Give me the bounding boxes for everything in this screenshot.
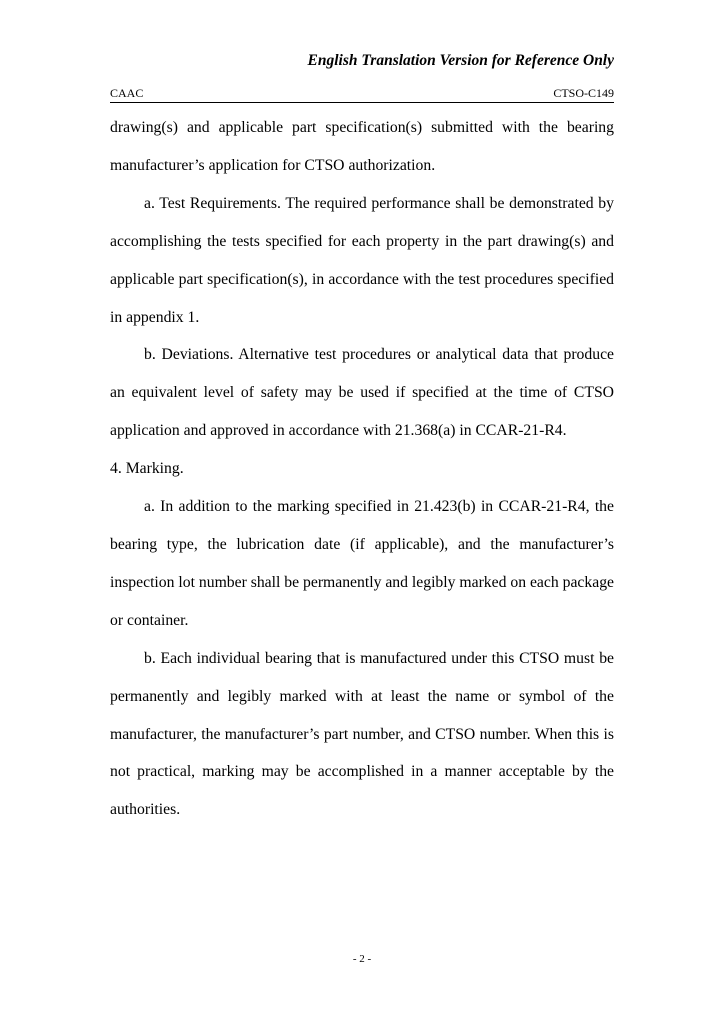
- page-number: - 2 -: [352, 953, 372, 965]
- page-header: [110, 86, 614, 103]
- translation-note: English Translation Version for Reference Only: [307, 52, 614, 69]
- section-heading-marking: 4. Marking.: [110, 460, 184, 478]
- paragraph-marking-bearing: b. Each individual bearing that is manufactured under this CTSO must be permanently and legibly marked with at least the name or symbol of the manufacturer, the manufacturer’s part number, and CTSO number. When this is not practical, marking may be accomplished in a manner acceptable by the authorities.: [110, 649, 614, 819]
- paragraph-continuation: drawing(s) and applicable part specification(s) submitted with the bearing manufacturer’s application for CTSO authorization.: [110, 119, 614, 174]
- header-organization: CAAC: [110, 86, 144, 100]
- paragraph-marking-package: a. In addition to the marking specified in 21.423(b) in CCAR-21-R4, the bearing type, the lubrication date (if applicable), and the manufacturer’s inspection lot number shall be permanently and legibly marked on each package or container.: [110, 498, 615, 629]
- paragraph-test-requirements: a. Test Requirements. The required performance shall be demonstrated by accomplishing the tests specified for each property in the part drawing(s) and applicable part specification(s), in accordance with the test procedures specified in appendix 1.: [110, 194, 614, 326]
- header-document-id: CTSO-C149: [553, 86, 614, 100]
- paragraph-deviations: b. Deviations. Alternative test procedures or analytical data that produce an equivalent level of safety may be used if specified at the time of CTSO application and approved in accordance with 21.368(a) in CCAR-21-R4.: [110, 346, 614, 440]
- document-body: [110, 109, 614, 829]
